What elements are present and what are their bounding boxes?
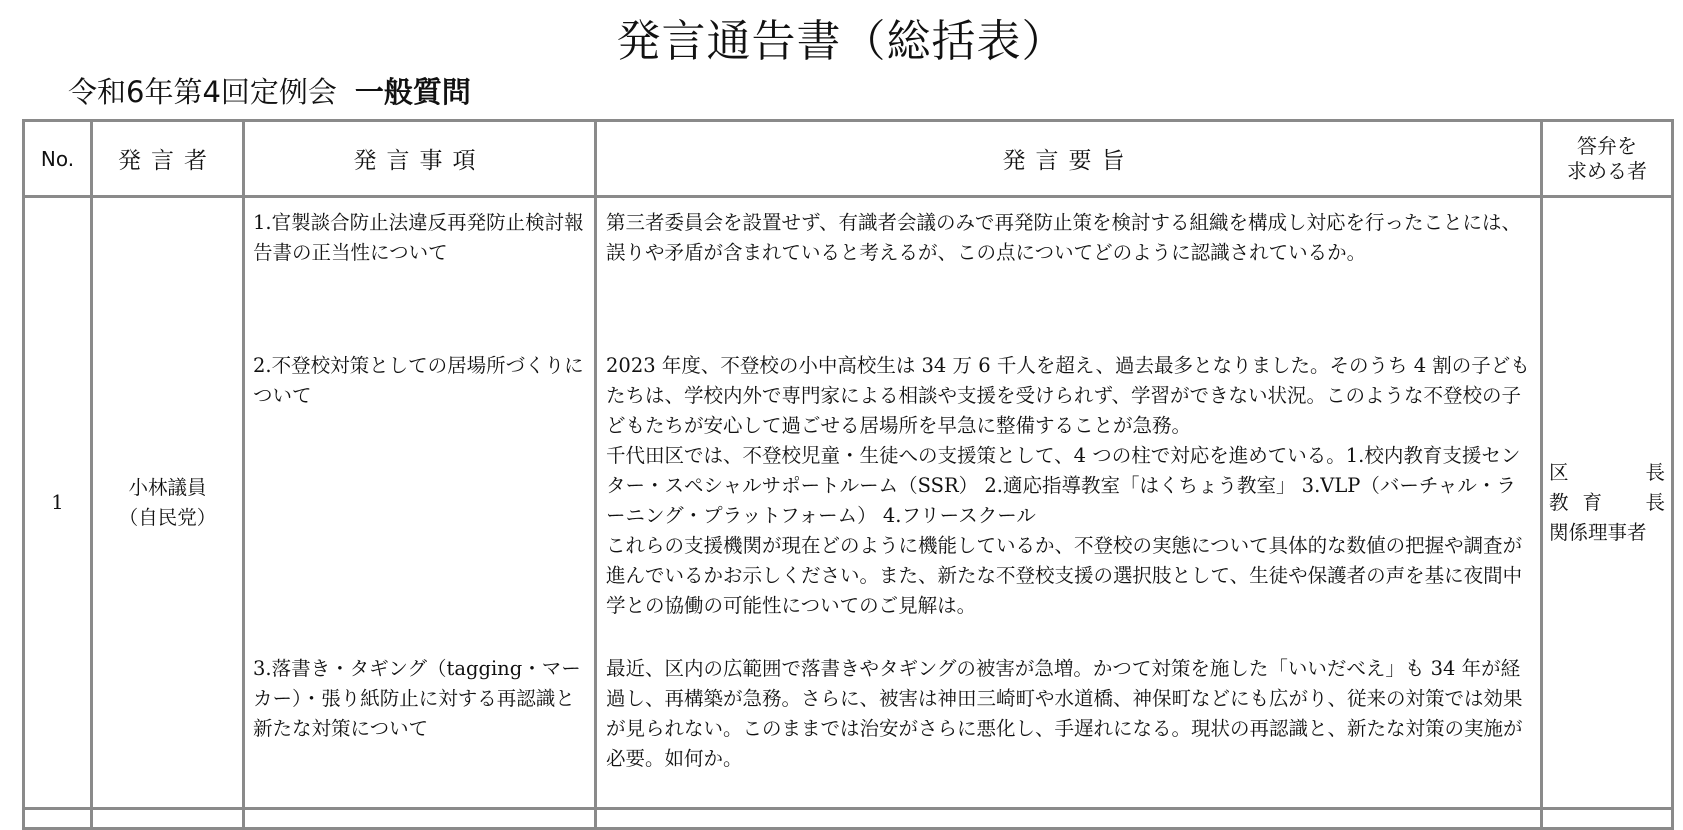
row-number: 1 [24,197,92,809]
session-name: 令和6年第4回定例会 [68,75,337,109]
item-summary [597,644,1540,807]
summary-paragraph: 最近、区内の広範囲で落書きやタギングの被害が急増。かつて対策を施した「いいだべえ」も 34 年が経過し、再構築が急務。さらに、被害は神田三崎町や水道橋、神保町などにも広がり、従来の対策では効果が見られない。このままでは治安がさらに悪化し、手遅れになる。現状の再認識と、新たな対策の実施が必要。如何か。 [606,657,1523,770]
header-speaker: 発言者 [92,121,244,197]
table-row [24,809,1673,829]
summary-paragraph: 千代田区では、不登校児童・生徒への支援策として、4 つの柱で対応を進めている。1.校内教育支援センター・スペシャルサポートルーム（SSR） 2.適応指導教室「はくちょう教室」 3.VLP（バーチャル・ラーニング・プラットフォーム） 4.フリースクール [606,444,1521,527]
item-title: 2.不登校対策としての居場所づくりについて [253,354,584,407]
header-summary: 発言要旨 [596,121,1542,197]
respondent-cell [1542,197,1673,809]
items-cell [244,197,596,809]
summary-paragraph: 第三者委員会を設置せず、有識者会議のみで再発防止策を検討する組織を構成し対応を行ったことには、誤りや矛盾が含まれていると考えるが、この点についてどのように認識されているか。 [606,211,1521,264]
header-items: 発言事項 [244,121,596,197]
item-title: 3.落書き・タギング（tagging・マーカー）・張り紙防止に対する再認識と新たな対策について [253,657,581,740]
speaker-cell [92,197,244,809]
header-row [24,121,1673,197]
empty-cell [24,809,92,829]
empty-cell [92,809,244,829]
item-summary [597,341,1540,644]
speaker-party: （自民党） [118,505,217,529]
header-no: No. [24,121,92,197]
document-title: 発言通告書（総括表） [616,16,1067,67]
speaker-name: 小林議員 [128,475,207,499]
respondent-text: 関係理事者 [1549,520,1647,544]
summary-paragraph: 2023 年度、不登校の小中高校生は 34 万 6 千人を超え、過去最多となりました。そのうち 4 割の子どもたちは、学校内外で専門家による相談や支援を受けられず、学習ができない状況。このような不登校の子どもたちが安心して過ごせる居場所を早急に整備することが急務。 [606,354,1530,437]
summary-cell [596,197,1542,809]
empty-cell [1542,809,1673,829]
header-respondent-line2: 求める者 [1567,158,1647,183]
item-title: 1.官製談合防止法違反再発防止検討報告書の正当性について [253,211,584,264]
empty-cell [244,809,596,829]
respondent-text: 区 [1549,460,1569,484]
header-respondent [1542,121,1673,197]
respondent-superintendent [1549,488,1665,518]
notice-table [22,119,1674,830]
header-respondent-line1: 答弁を [1577,133,1637,158]
item-summary [597,198,1540,341]
respondent-mayor [1549,458,1665,488]
empty-cell [596,809,1542,829]
respondent-text: 教育 [1549,490,1617,514]
respondent-text: 長 [1645,490,1665,514]
session-heading [68,72,471,112]
summary-paragraph: これらの支援機関が現在どのように機能しているか、不登校の実態について具体的な数値の把握や調査が進んでいるかお示しください。また、新たな不登校支援の選択肢として、生徒や保護者の声を基に夜間中学との協働の可能性についてのご見解は。 [606,534,1523,617]
respondent-text: 長 [1645,460,1665,484]
table-row [24,197,1673,809]
question-kind: 一般質問 [354,75,471,109]
respondent-officials [1549,518,1665,548]
